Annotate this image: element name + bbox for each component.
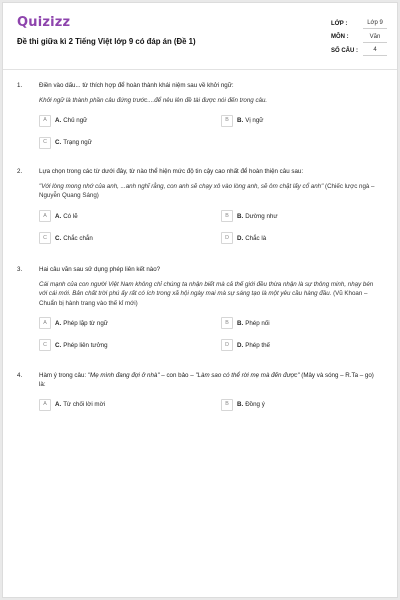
worksheet-page	[2, 2, 398, 598]
option-letter-box: A	[39, 115, 51, 127]
option-letter-box: B	[221, 210, 233, 222]
question-text: Điền vào dấu... từ thích hợp để hoàn thành khái niệm sau về khởi ngữ:	[39, 82, 234, 89]
question-excerpt	[39, 280, 381, 308]
question-text	[39, 371, 381, 389]
option-text: Từ chối lời mời	[63, 401, 106, 409]
option-letter-box: A	[39, 317, 51, 329]
option-text: Phép lặp từ ngữ	[63, 319, 108, 327]
option-key: C.	[55, 234, 62, 242]
option-key: B.	[237, 401, 244, 409]
option-letter-box: C	[39, 137, 51, 149]
option-letter-box: B	[221, 317, 233, 329]
option-key: C.	[55, 139, 62, 147]
option-letter-box: C	[39, 232, 51, 244]
option-key: A.	[55, 117, 62, 125]
question-quote: "Làm sao có thể rời mẹ mà đến được"	[195, 372, 300, 379]
option-c[interactable]	[39, 339, 108, 352]
option-b[interactable]	[221, 114, 263, 127]
option-key: B.	[237, 212, 244, 220]
option-text: Trạng ngữ	[63, 139, 92, 147]
quizizz-logo: Quizizz	[17, 15, 71, 30]
option-text: Đồng ý	[245, 401, 265, 409]
meta-row-class	[331, 17, 387, 31]
option-b[interactable]	[221, 210, 277, 223]
meta-value: Lớp 9	[363, 18, 387, 29]
option-text: Vị ngữ	[245, 117, 264, 125]
answer-options	[39, 398, 381, 450]
question-text: Lựa chọn trong các từ dưới đây, từ nào thể hiện mức độ tin cậy cao nhất để hoàn thiện câu sau:	[39, 168, 304, 175]
header-divider	[3, 69, 397, 70]
excerpt-quote: Cái mạnh của con người Việt Nam không chỉ chúng ta nhận biết mà cả thế giới đều thừa nhận là sự thông minh, nhạy bén với cái mới. Bản chất trời phú ấy rất có ích trong xã hội ngày mai mà sự sáng tạo là một yêu cầu hàng đầu.	[39, 281, 374, 298]
answer-options	[39, 210, 381, 262]
question-number: 1.	[17, 82, 23, 89]
answer-options	[39, 114, 381, 166]
option-d[interactable]	[221, 339, 270, 352]
question-number: 4.	[17, 372, 23, 379]
option-letter-box: D	[221, 232, 233, 244]
question-text: Hai câu văn sau sử dụng phép liên kết nào?	[39, 266, 161, 273]
meta-value: Văn	[363, 32, 387, 43]
option-key: A.	[55, 319, 62, 327]
question-excerpt	[39, 182, 381, 200]
question-4	[17, 371, 381, 450]
meta-value: 4	[363, 45, 387, 56]
option-b[interactable]	[221, 317, 270, 330]
option-text: Chắc là	[245, 234, 267, 242]
option-letter-box: B	[221, 115, 233, 127]
option-a[interactable]	[39, 114, 87, 127]
worksheet-header	[17, 15, 389, 61]
excerpt-source: (Chiếc lược ngà – Nguyễn Quang Sáng)	[39, 183, 375, 200]
question-text-lead: Hàm ý trong câu:	[39, 372, 88, 379]
question-3	[17, 265, 381, 369]
question-2	[17, 167, 381, 262]
option-key: D.	[237, 341, 244, 349]
option-text: Phép liên tưởng	[63, 341, 108, 349]
question-number: 2.	[17, 168, 23, 175]
worksheet-title: Đề thi giữa kì 2 Tiếng Việt lớp 9 có đáp án (Đề 1)	[17, 37, 196, 46]
option-text: Có lẽ	[63, 212, 78, 220]
option-text: Dường như	[245, 212, 278, 220]
option-letter-box: A	[39, 399, 51, 411]
meta-label: MÔN :	[331, 34, 349, 41]
question-excerpt: Khởi ngữ là thành phần câu đứng trước....để nêu lên đề tài được nói đến trong câu.	[39, 97, 268, 105]
meta-row-question-count	[331, 44, 387, 58]
question-text-tail: (Mây và sóng – R.Ta – go) là:	[39, 372, 374, 389]
excerpt-source: (Vũ Khoan – Chuẩn bị hành trang vào thế kỉ mới)	[39, 290, 368, 307]
option-letter-box: B	[221, 399, 233, 411]
option-key: B.	[237, 319, 244, 327]
excerpt-quote: "Với lòng mong nhớ của anh, ...anh nghĩ rằng, con anh sẽ chạy xô vào lòng anh, sẽ ôm chặt lấy cổ anh"	[39, 183, 324, 191]
option-text: Phép thế	[245, 341, 270, 349]
option-c[interactable]	[39, 136, 92, 149]
option-letter-box: A	[39, 210, 51, 222]
question-text-mid: – con bảo –	[159, 372, 196, 379]
option-text: Phép nối	[245, 319, 270, 327]
option-text: Chắc chắn	[63, 234, 93, 242]
option-a[interactable]	[39, 210, 78, 223]
question-number: 3.	[17, 266, 23, 273]
question-quote: "Mẹ mình đang đợi ở nhà"	[87, 372, 160, 379]
meta-label: SỐ CÂU :	[331, 47, 358, 54]
option-d[interactable]	[221, 232, 266, 245]
option-a[interactable]	[39, 317, 108, 330]
option-key: C.	[55, 341, 62, 349]
option-text: Chủ ngữ	[63, 117, 88, 125]
option-letter-box: D	[221, 339, 233, 351]
option-letter-box: C	[39, 339, 51, 351]
option-c[interactable]	[39, 232, 93, 245]
option-key: D.	[237, 234, 244, 242]
meta-label: LỚP :	[331, 20, 348, 27]
answer-options	[39, 317, 381, 369]
option-key: A.	[55, 212, 62, 220]
option-key: B.	[237, 117, 244, 125]
option-b[interactable]	[221, 398, 265, 411]
option-a[interactable]	[39, 398, 105, 411]
question-1	[17, 81, 381, 166]
meta-row-subject	[331, 31, 387, 45]
option-key: A.	[55, 401, 62, 409]
worksheet-meta	[331, 17, 387, 58]
